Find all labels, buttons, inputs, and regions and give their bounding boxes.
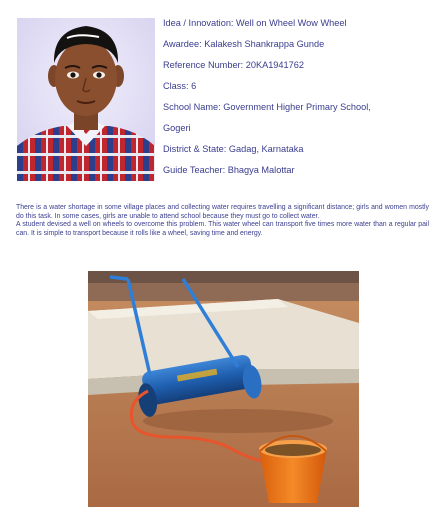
water-wheel-photo xyxy=(88,271,359,507)
reference-line: Reference Number: 20KA1941762 xyxy=(163,60,304,70)
school-line-cont: Gogeri xyxy=(163,123,191,133)
awardee-details xyxy=(163,13,435,181)
district-line: District & State: Gadag, Karnataka xyxy=(163,144,304,154)
student-portrait xyxy=(17,18,155,181)
guide-line: Guide Teacher: Bhagya Malottar xyxy=(163,165,295,175)
problem-paragraph: There is a water shortage in some village places and collecting water requires travelling a significant distance; girls and women mostly do this task. In some cases, girls are unable to attend school because they must go to collect water. xyxy=(16,204,429,220)
awardee-line: Awardee: Kalakesh Shankrappa Gunde xyxy=(163,39,325,49)
bucket-shape xyxy=(259,436,327,503)
water-wheel-image xyxy=(88,271,359,507)
idea-line: Idea / Innovation: Well on Wheel Wow Wheel xyxy=(163,18,347,28)
class-line: Class: 6 xyxy=(163,81,197,91)
portrait-image xyxy=(17,18,155,181)
school-line: School Name: Government Higher Primary School, xyxy=(163,102,371,112)
solution-paragraph: A student devised a well on wheels to overcome this problem. This water wheel can transport five times more water than a regular pail can. It is simple to transport because it rolls like a wheel, saving time and energy. xyxy=(16,221,429,237)
innovation-description xyxy=(16,204,429,238)
